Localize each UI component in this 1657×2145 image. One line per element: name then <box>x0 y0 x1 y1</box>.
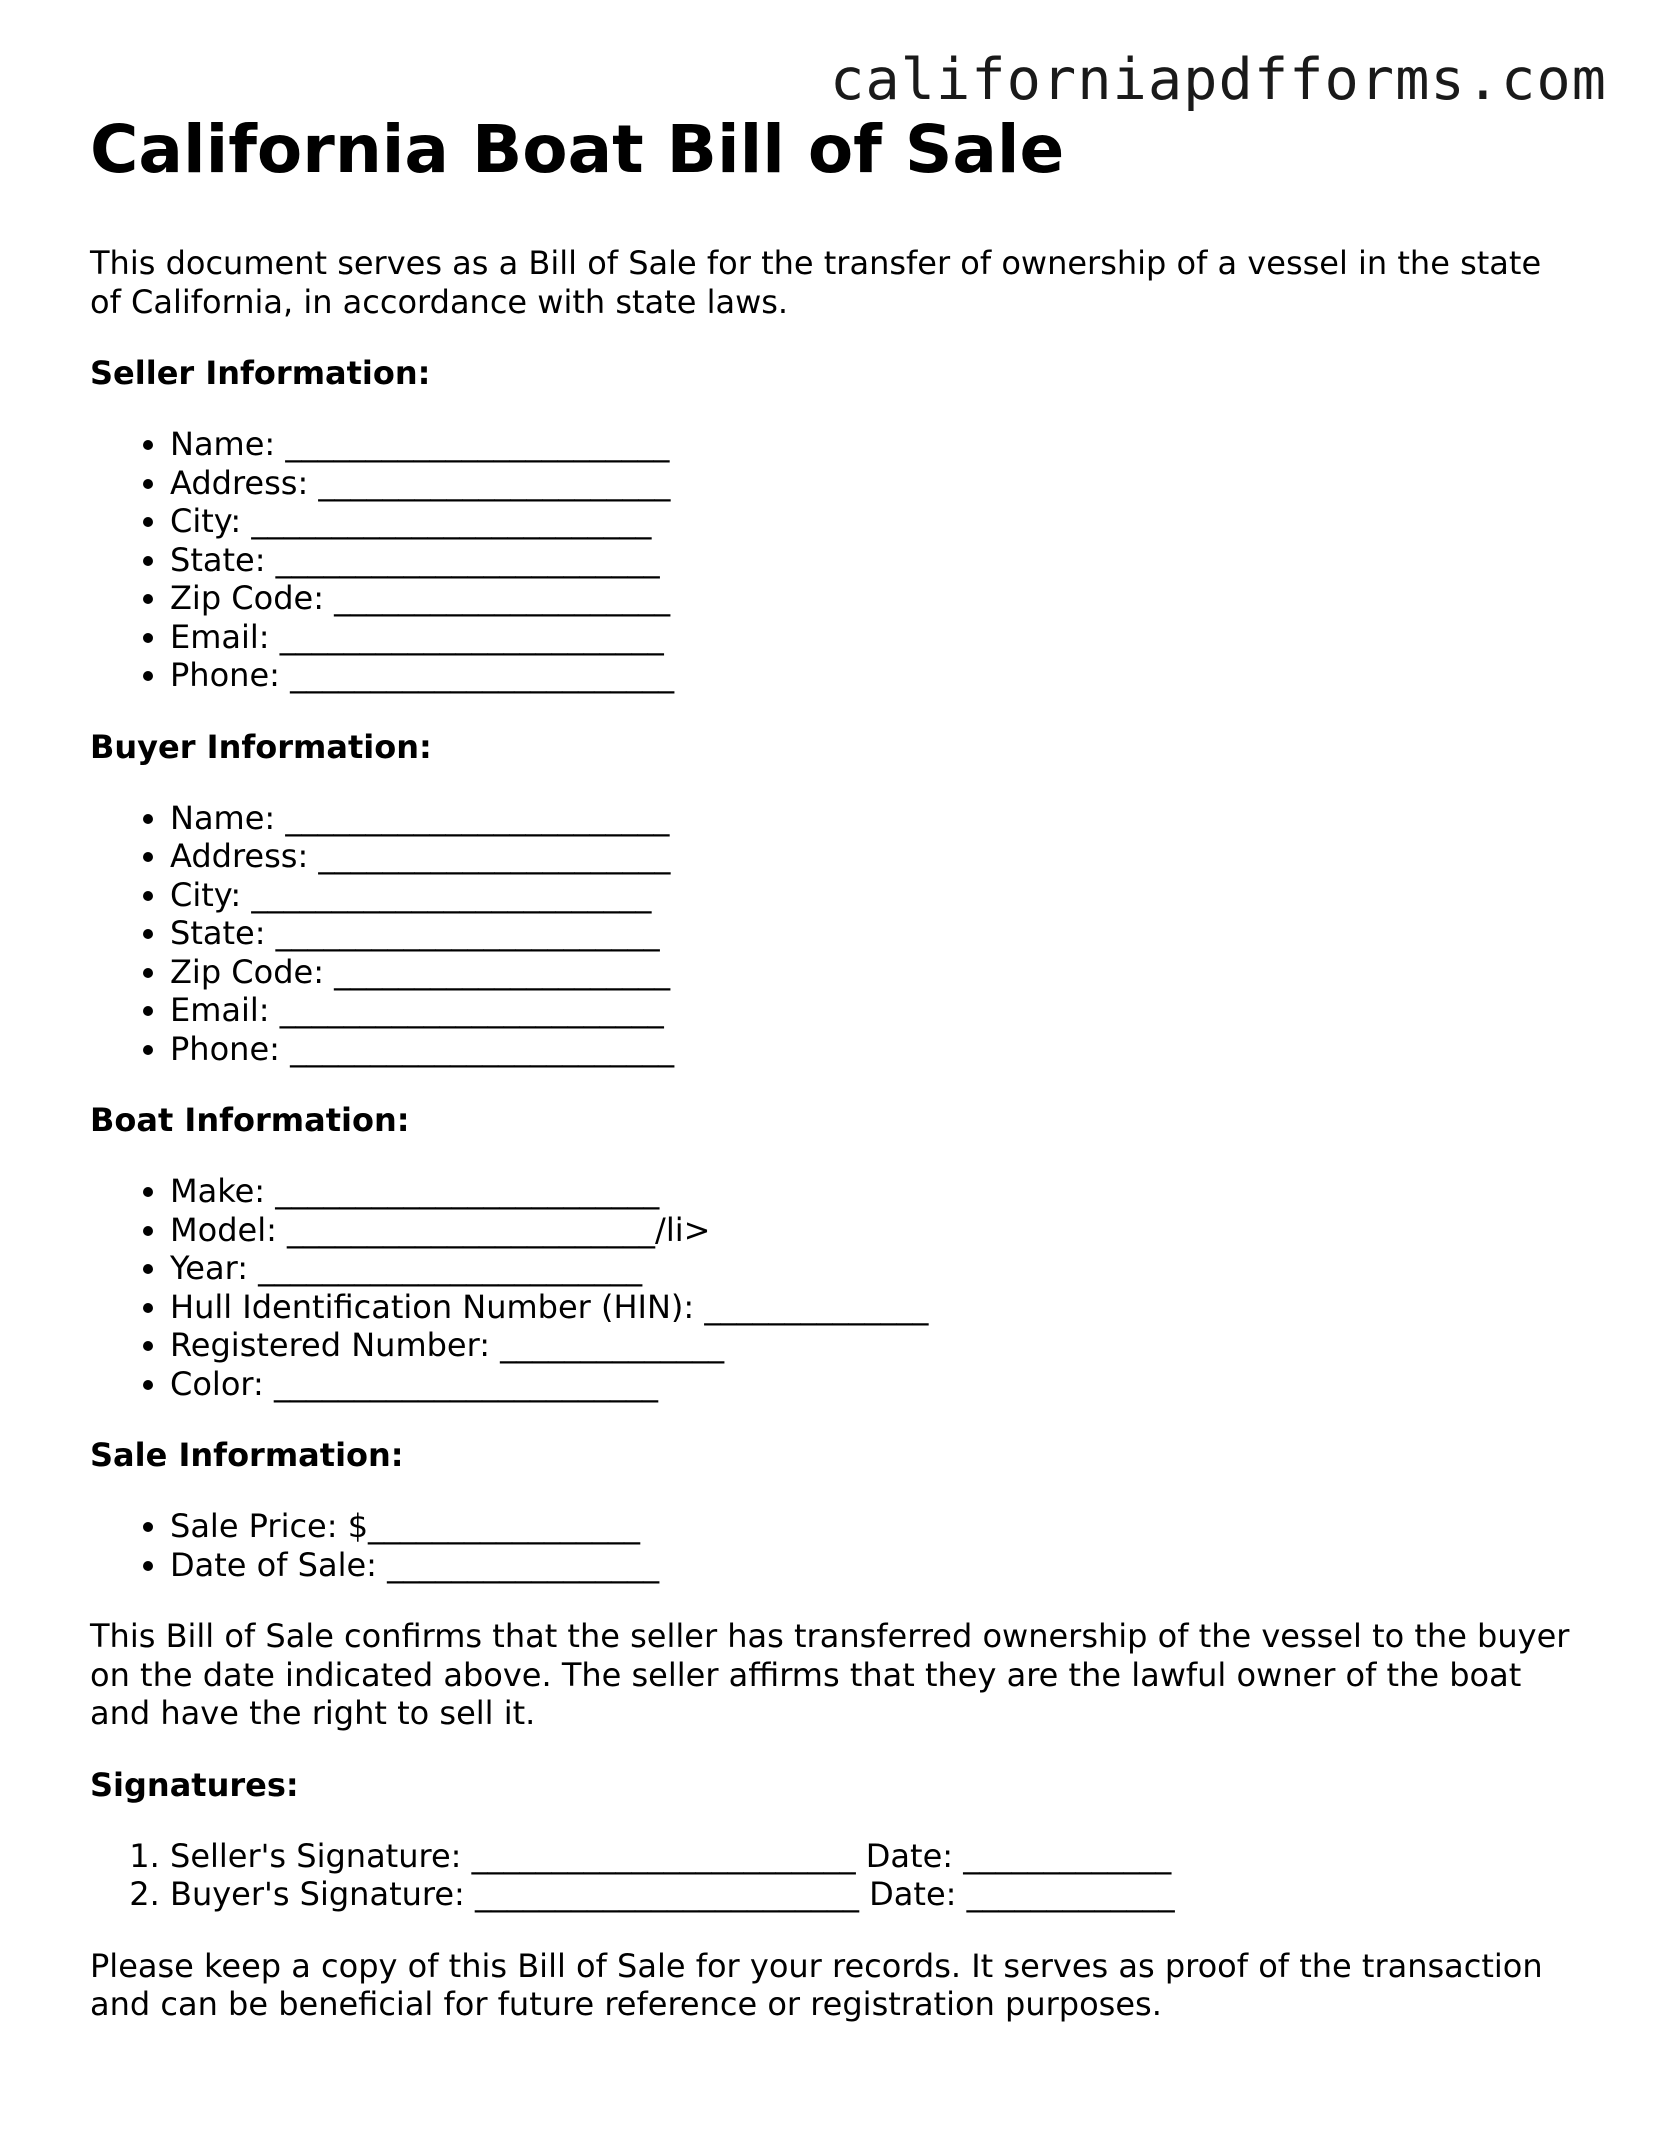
seller-name-field: • Name: ________________________ <box>170 425 1570 464</box>
sale-date-field: • Date of Sale: _________________ <box>170 1546 1570 1585</box>
boat-year-field: • Year: ________________________ <box>170 1249 1570 1288</box>
buyer-address-field: • Address: ______________________ <box>170 837 1570 876</box>
buyer-zip-field: • Zip Code: _____________________ <box>170 953 1570 992</box>
seller-address-field: • Address: ______________________ <box>170 464 1570 503</box>
confirmation-paragraph: This Bill of Sale confirms that the seller has transferred ownership of the vessel to the buyer on the date indicated above. The seller affirms that they are the lawful owner of the boat and have the right to sell it. <box>90 1617 1570 1733</box>
document-page <box>90 110 1570 2024</box>
closing-paragraph: Please keep a copy of this Bill of Sale for your records. It serves as proof of the transaction and can be beneficial for future reference or registration purposes. <box>90 1946 1543 2024</box>
seller-city-field: • City: _________________________ <box>170 502 1570 541</box>
boat-color-field: • Color: ________________________ <box>170 1365 1570 1404</box>
watermark: californiapdfforms.com <box>830 47 1607 113</box>
sale-fields <box>90 1507 1570 1584</box>
seller-state-field: • State: ________________________ <box>170 541 1570 580</box>
buyer-signature-field: 2. Buyer's Signature: ________________________ Date: _____________ <box>170 1875 1570 1914</box>
boat-hin-field: • Hull Identification Number (HIN): ______________ <box>170 1288 1570 1327</box>
seller-email-field: • Email: ________________________ <box>170 618 1570 657</box>
boat-fields <box>90 1172 1570 1403</box>
boat-model-field: • Model: _______________________/li> <box>170 1211 1570 1250</box>
sale-heading: Sale Information: <box>90 1436 404 1475</box>
seller-signature-field: 1. Seller's Signature: ________________________ Date: _____________ <box>170 1837 1570 1876</box>
boat-make-field: • Make: ________________________ <box>170 1172 1570 1211</box>
sale-price-field: • Sale Price: $_________________ <box>170 1507 1570 1546</box>
page-title: California Boat Bill of Sale <box>90 111 1065 188</box>
buyer-phone-field: • Phone: ________________________ <box>170 1030 1570 1069</box>
buyer-heading: Buyer Information: <box>90 727 432 766</box>
signatures-heading: Signatures: <box>90 1765 299 1804</box>
seller-fields <box>90 425 1570 695</box>
seller-zip-field: • Zip Code: _____________________ <box>170 579 1570 618</box>
buyer-city-field: • City: _________________________ <box>170 876 1570 915</box>
seller-heading: Seller Information: <box>90 354 431 393</box>
boat-registered-number-field: • Registered Number: ______________ <box>170 1326 1570 1365</box>
intro-paragraph: This document serves as a Bill of Sale for the transfer of ownership of a vessel in the state of California, in accordance with state laws. <box>90 244 1542 321</box>
boat-heading: Boat Information: <box>90 1101 410 1140</box>
signature-fields <box>90 1837 1570 1914</box>
buyer-name-field: • Name: ________________________ <box>170 799 1570 838</box>
buyer-state-field: • State: ________________________ <box>170 914 1570 953</box>
buyer-fields <box>90 799 1570 1069</box>
seller-phone-field: • Phone: ________________________ <box>170 656 1570 695</box>
buyer-email-field: • Email: ________________________ <box>170 991 1570 1030</box>
